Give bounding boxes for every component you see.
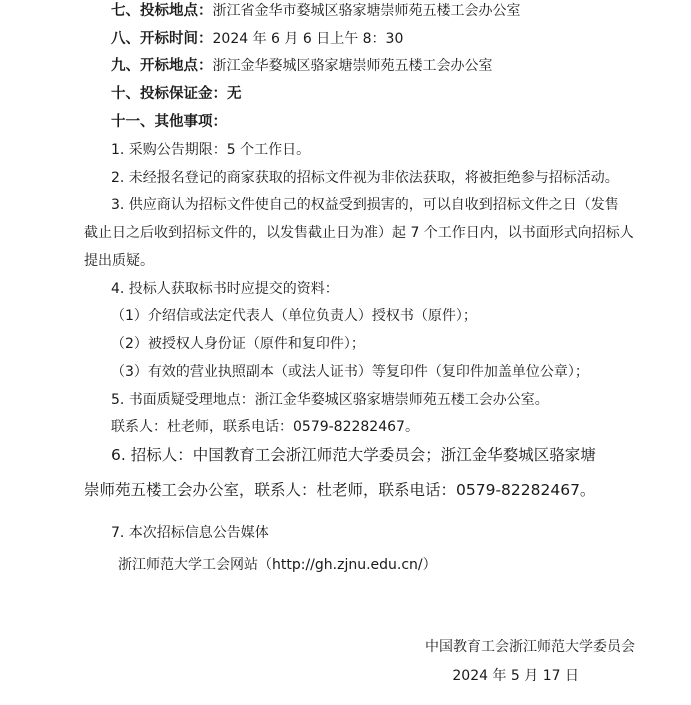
signature-date: 2024 年 5 月 17 日	[452, 668, 579, 684]
item-4-sub-2: （2）被授权人身份证（原件和复印件）；	[111, 336, 365, 352]
item-3-line-1: 3. 供应商认为招标文件使自己的权益受到损害的，可以自收到招标文件之日（发售	[111, 197, 619, 213]
item-2: 2. 未经报名登记的商家获取的招标文件视为非依法获取，将被拒绝参与招标活动。	[111, 170, 619, 186]
item-1: 1. 采购公告期限：5 个工作日。	[111, 142, 311, 158]
item-3-line-3: 提出质疑。	[84, 253, 154, 269]
section-9	[111, 57, 493, 75]
section-heading: 七、投标地点：	[111, 3, 213, 19]
section-heading: 八、开标时间：	[111, 31, 213, 47]
section-value: 浙江金华婺城区骆家塘崇师苑五楼工会办公室	[212, 58, 493, 74]
signature-organization: 中国教育工会浙江师范大学委员会	[425, 639, 635, 655]
item-3-line-2: 截止日之后收到招标文件的，以发售截止日为准）起 7 个工作日内，以书面形式向招标人	[84, 225, 634, 241]
item-4: 4. 投标人获取标书时应提交的资料：	[111, 281, 339, 297]
section-value: 无	[227, 86, 242, 102]
item-4-sub-3: （3）有效的营业执照副本（或法人证书）等复印件（复印件加盖单位公章）；	[111, 364, 589, 380]
item-5-contact: 联系人：杜老师，联系电话：0579-82282467。	[111, 419, 419, 435]
item-4-sub-1: （1）介绍信或法定代表人（单位负责人）授权书（原件）；	[111, 308, 477, 324]
item-6-line-1: 6. 招标人：中国教育工会浙江师范大学委员会；浙江金华婺城区骆家塘	[111, 446, 596, 464]
item-7: 7. 本次招标信息公告媒体	[111, 525, 269, 541]
section-heading: 十一、其他事项：	[111, 114, 227, 130]
section-value: 浙江省金华市婺城区骆家塘崇师苑五楼工会办公室	[212, 3, 521, 19]
section-heading: 十、投标保证金：	[111, 86, 227, 102]
section-7	[111, 2, 521, 20]
item-5: 5. 书面质疑受理地点：浙江金华婺城区骆家塘崇师苑五楼工会办公室。	[111, 392, 549, 408]
section-heading: 九、开标地点：	[111, 58, 213, 74]
section-8	[111, 30, 403, 48]
section-10	[111, 85, 242, 103]
item-7-website: 浙江师范大学工会网站（http://gh.zjnu.edu.cn/）	[118, 557, 437, 573]
section-11	[111, 113, 227, 131]
item-6-line-2: 崇师苑五楼工会办公室，联系人：杜老师，联系电话：0579-82282467。	[84, 481, 596, 499]
section-value: 2024 年 6 月 6 日上午 8：30	[212, 31, 404, 47]
